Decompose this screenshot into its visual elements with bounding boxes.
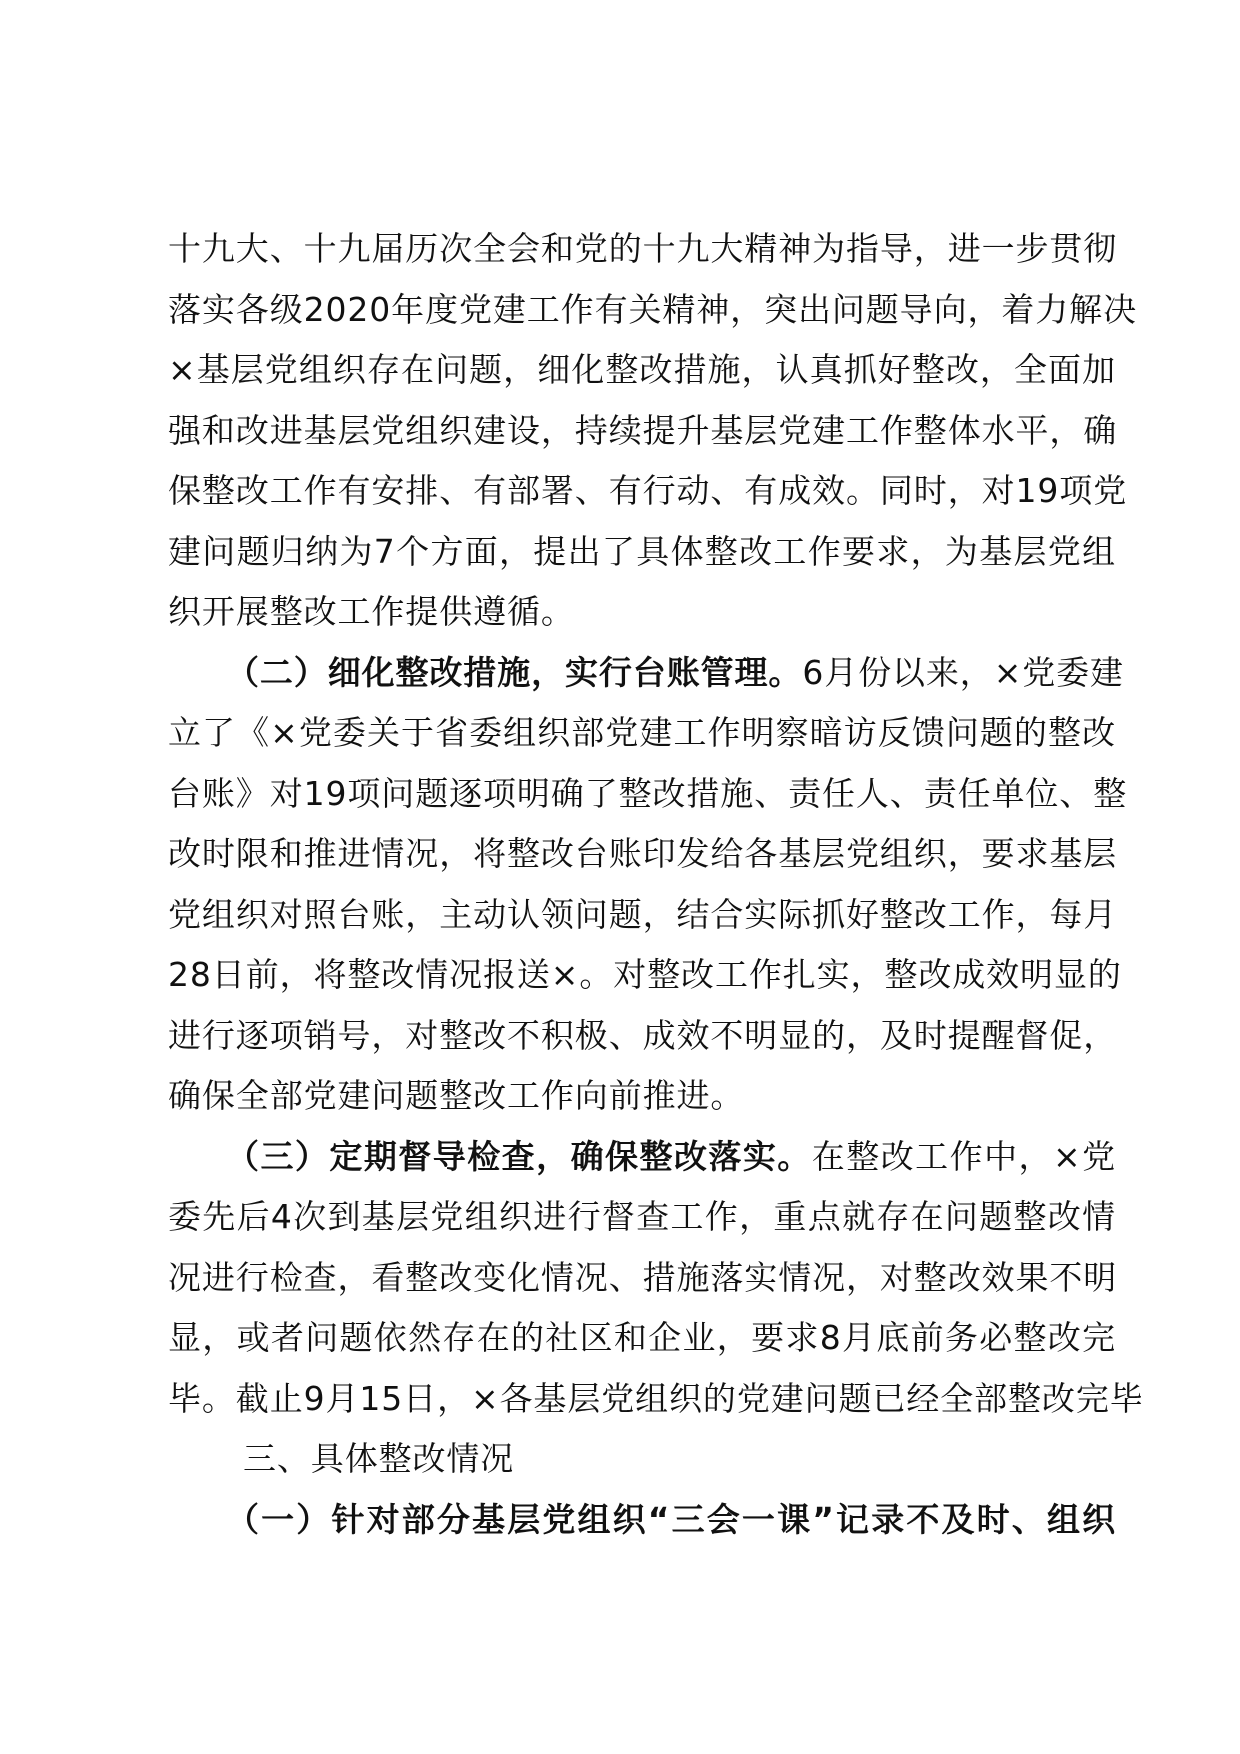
paragraph-line: 毕。截止9月15日，×各基层党组织的党建问题已经全部整改完毕 [168, 1378, 1144, 1418]
section-3-lead-text: 在整改工作中，×党 [811, 1136, 1116, 1176]
paragraph-line: 落实各级2020年度党建工作有关精神，突出问题导向，着力解决 [168, 289, 1137, 329]
paragraph-line: 织开展整改工作提供遵循。 [168, 592, 575, 631]
section-2-heading: （二）细化整改措施，实行台账管理。 [226, 652, 803, 692]
paragraph-line: 建问题归纳为7个方面，提出了具体整改工作要求，为基层党组 [168, 531, 1116, 571]
paragraph-line: 委先后4次到基层党组织进行督查工作，重点就存在问题整改情 [168, 1197, 1116, 1236]
section-3-first-line [168, 1127, 1116, 1188]
paragraph-line: 改时限和推进情况，将整改台账印发给各基层党组织，要求基层 [168, 834, 1118, 873]
section-3-heading: （三）定期督导检查，确保整改落实。 [226, 1136, 812, 1176]
paragraph-line: 进行逐项销号，对整改不积极、成效不明显的，及时提醒督促， [168, 1015, 1118, 1055]
paragraph-line: 确保全部党建问题整改工作向前推进。 [168, 1076, 745, 1115]
paragraph-line: 保整改工作有安排、有部署、有行动、有成效。同时，对19项党 [168, 471, 1128, 510]
document-page [168, 219, 1144, 1550]
paragraph-line: 十九大、十九届历次全会和党的十九大精神为指导，进一步贯彻 [168, 229, 1118, 268]
part-3-title: 三、具体整改情况 [243, 1439, 515, 1478]
paragraph-line: 党组织对照台账，主动认领问题，结合实际抓好整改工作，每月 [168, 894, 1118, 934]
paragraph-line: ×基层党组织存在问题，细化整改措施，认真抓好整改，全面加 [168, 350, 1116, 389]
section-2-first-line [168, 643, 1124, 704]
paragraph-line: 况进行检查，看整改变化情况、措施落实情况，对整改效果不明 [168, 1257, 1118, 1297]
paragraph-line: 显，或者问题依然存在的社区和企业，要求8月底前务必整改完 [168, 1318, 1116, 1357]
paragraph-line: 强和改进基层党组织建设，持续提升基层党建工作整体水平，确 [168, 410, 1118, 450]
paragraph-line: 台账》对19项问题逐项明确了整改措施、责任人、责任单位、整 [168, 773, 1128, 813]
paragraph-line: 立了《×党委关于省委组织部党建工作明察暗访反馈问题的整改 [168, 713, 1116, 752]
paragraph-line: 28日前，将整改情况报送×。对整改工作扎实，整改成效明显的 [168, 955, 1122, 994]
section-2-lead-text: 6月份以来，×党委建 [802, 652, 1124, 692]
part-3-item-1-heading: （一）针对部分基层党组织“三会一课”记录不及时、组织 [226, 1499, 1116, 1539]
